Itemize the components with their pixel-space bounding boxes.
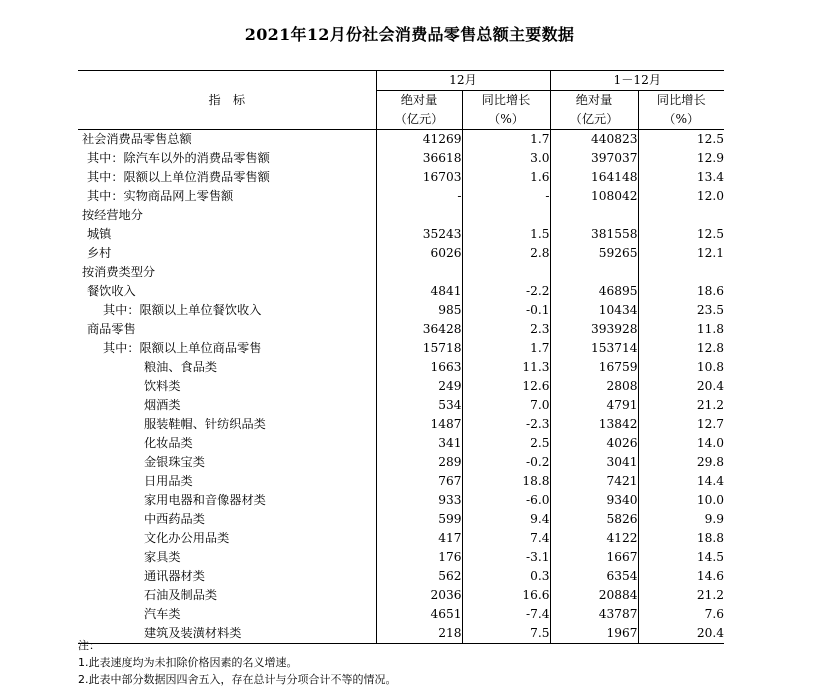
dec-growth-cell: 7.5 — [462, 624, 550, 644]
ytd-growth-cell: 29.8 — [638, 453, 724, 472]
dec-abs-cell: 341 — [376, 434, 462, 453]
table-row — [78, 206, 724, 225]
ytd-growth-cell: 12.7 — [638, 415, 724, 434]
table-row — [78, 225, 724, 244]
note-2: 2.此表中部分数据因四舍五入，存在总计与分项合计不等的情况。 — [78, 673, 397, 686]
dec-growth-cell: 7.0 — [462, 396, 550, 415]
dec-growth-cell: 1.6 — [462, 168, 550, 187]
dec-growth-cell: -6.0 — [462, 491, 550, 510]
table-row — [78, 567, 724, 586]
dec-abs-cell: 35243 — [376, 225, 462, 244]
dec-abs-cell: 534 — [376, 396, 462, 415]
dec-growth-cell: 2.5 — [462, 434, 550, 453]
table-row — [78, 263, 724, 282]
dec-abs-cell: 985 — [376, 301, 462, 320]
ytd-growth-cell: 18.8 — [638, 529, 724, 548]
ytd-abs-cell: 6354 — [550, 567, 638, 586]
ytd-abs-cell — [550, 263, 638, 282]
row-label: 按消费类型分 — [82, 265, 156, 279]
dec-abs-cell: 249 — [376, 377, 462, 396]
dec-abs-cell — [376, 263, 462, 282]
dec-abs-cell — [376, 206, 462, 225]
table-row — [78, 320, 724, 339]
group-header-december: 12月 — [376, 71, 550, 91]
table-row — [78, 415, 724, 434]
dec-growth-cell — [462, 206, 550, 225]
ytd-growth-cell: 9.9 — [638, 510, 724, 529]
dec-abs-cell: 1487 — [376, 415, 462, 434]
ytd-growth-cell: 14.4 — [638, 472, 724, 491]
row-label: 化妆品类 — [144, 436, 193, 450]
ytd-growth-header: 同比增长 — [638, 91, 724, 111]
dec-abs-cell: 2036 — [376, 586, 462, 605]
dec-growth-cell: 7.4 — [462, 529, 550, 548]
ytd-growth-cell: 12.9 — [638, 149, 724, 168]
ytd-abs-cell: 5826 — [550, 510, 638, 529]
ytd-growth-cell: 18.6 — [638, 282, 724, 301]
dec-growth-cell: -0.2 — [462, 453, 550, 472]
table-row — [78, 168, 724, 187]
ytd-abs-cell: 59265 — [550, 244, 638, 263]
ytd-abs-cell: 7421 — [550, 472, 638, 491]
dec-abs-cell: 1663 — [376, 358, 462, 377]
dec-abs-unit: （亿元） — [376, 110, 462, 130]
table-row — [78, 529, 724, 548]
row-label: 金银珠宝类 — [144, 455, 205, 469]
dec-abs-cell: 417 — [376, 529, 462, 548]
row-label: 中西药品类 — [144, 512, 205, 526]
ytd-abs-cell: 1967 — [550, 624, 638, 644]
ytd-abs-cell: 46895 — [550, 282, 638, 301]
dec-growth-cell: 11.3 — [462, 358, 550, 377]
row-label: 日用品类 — [144, 474, 193, 488]
dec-growth-cell: -0.1 — [462, 301, 550, 320]
data-table — [78, 70, 724, 644]
ytd-growth-cell: 20.4 — [638, 624, 724, 644]
dec-growth-cell: 0.3 — [462, 567, 550, 586]
row-label: 其中：限额以上单位餐饮收入 — [103, 303, 262, 317]
row-label: 其中：限额以上单位商品零售 — [103, 341, 262, 355]
row-label: 城镇 — [87, 227, 112, 241]
table-row — [78, 377, 724, 396]
dec-abs-cell: 36618 — [376, 149, 462, 168]
ytd-abs-cell: 440823 — [550, 130, 638, 150]
dec-growth-unit: （%） — [462, 110, 550, 130]
dec-growth-header: 同比增长 — [462, 91, 550, 111]
table-row — [78, 434, 724, 453]
dec-abs-cell: 767 — [376, 472, 462, 491]
table-body — [78, 130, 724, 644]
table-row — [78, 472, 724, 491]
ytd-abs-cell: 381558 — [550, 225, 638, 244]
dec-growth-cell: -7.4 — [462, 605, 550, 624]
ytd-growth-cell: 12.5 — [638, 225, 724, 244]
ytd-growth-cell: 12.1 — [638, 244, 724, 263]
ytd-growth-cell: 14.6 — [638, 567, 724, 586]
ytd-abs-cell: 43787 — [550, 605, 638, 624]
dec-abs-cell: 599 — [376, 510, 462, 529]
table-row — [78, 510, 724, 529]
dec-abs-cell: 218 — [376, 624, 462, 644]
ytd-abs-cell: 3041 — [550, 453, 638, 472]
row-label: 其中：限额以上单位消费品零售额 — [87, 170, 270, 184]
dec-abs-cell: 41269 — [376, 130, 462, 150]
table-header — [78, 71, 724, 130]
table-row — [78, 187, 724, 206]
dec-abs-cell: 289 — [376, 453, 462, 472]
ytd-abs-cell: 108042 — [550, 187, 638, 206]
dec-growth-cell: 1.5 — [462, 225, 550, 244]
row-label: 其中：除汽车以外的消费品零售额 — [87, 151, 270, 165]
note-1: 1.此表速度均为未扣除价格因素的名义增速。 — [78, 656, 298, 669]
ytd-abs-cell: 13842 — [550, 415, 638, 434]
row-label: 汽车类 — [144, 607, 181, 621]
footnotes — [78, 637, 397, 688]
ytd-growth-cell: 10.0 — [638, 491, 724, 510]
dec-growth-cell: -2.3 — [462, 415, 550, 434]
row-label: 石油及制品类 — [144, 588, 218, 602]
ytd-abs-cell: 20884 — [550, 586, 638, 605]
dec-abs-cell: 36428 — [376, 320, 462, 339]
dec-growth-cell: 12.6 — [462, 377, 550, 396]
ytd-growth-cell: 23.5 — [638, 301, 724, 320]
ytd-growth-cell: 12.8 — [638, 339, 724, 358]
ytd-growth-cell: 12.5 — [638, 130, 724, 150]
table-row — [78, 605, 724, 624]
ytd-abs-cell — [550, 206, 638, 225]
ytd-abs-unit: （亿元） — [550, 110, 638, 130]
indicator-header: 指 标 — [78, 71, 376, 130]
row-label: 文化办公用品类 — [144, 531, 230, 545]
table-row — [78, 339, 724, 358]
row-label: 服装鞋帽、针纺织品类 — [144, 417, 266, 431]
table-row — [78, 130, 724, 150]
table-row — [78, 358, 724, 377]
row-label: 商品零售 — [87, 322, 136, 336]
table-row — [78, 244, 724, 263]
table-row — [78, 396, 724, 415]
table-row — [78, 491, 724, 510]
dec-abs-cell: 16703 — [376, 168, 462, 187]
ytd-abs-cell: 153714 — [550, 339, 638, 358]
row-label: 按经营地分 — [82, 208, 143, 222]
row-label: 社会消费品零售总额 — [82, 132, 192, 146]
row-label: 家具类 — [144, 550, 181, 564]
dec-growth-cell: - — [462, 187, 550, 206]
ytd-growth-cell: 7.6 — [638, 605, 724, 624]
page-title: 2021年12月份社会消费品零售总额主要数据 — [244, 25, 575, 44]
dec-growth-cell: 9.4 — [462, 510, 550, 529]
ytd-growth-cell: 11.8 — [638, 320, 724, 339]
notes-label: 注： — [78, 639, 100, 652]
row-label: 粮油、食品类 — [144, 360, 218, 374]
dec-abs-cell: 176 — [376, 548, 462, 567]
ytd-abs-cell: 397037 — [550, 149, 638, 168]
ytd-growth-cell: 21.2 — [638, 586, 724, 605]
dec-growth-cell — [462, 263, 550, 282]
dec-abs-cell: - — [376, 187, 462, 206]
ytd-abs-header: 绝对量 — [550, 91, 638, 111]
dec-growth-cell: 18.8 — [462, 472, 550, 491]
dec-growth-cell: 2.8 — [462, 244, 550, 263]
ytd-growth-cell — [638, 263, 724, 282]
table-row — [78, 282, 724, 301]
row-label: 通讯器材类 — [144, 569, 205, 583]
dec-growth-cell: 3.0 — [462, 149, 550, 168]
table-row — [78, 301, 724, 320]
dec-growth-cell: 2.3 — [462, 320, 550, 339]
ytd-growth-cell: 13.4 — [638, 168, 724, 187]
row-label: 餐饮收入 — [87, 284, 136, 298]
ytd-abs-cell: 4791 — [550, 396, 638, 415]
ytd-abs-cell: 164148 — [550, 168, 638, 187]
ytd-growth-cell: 14.0 — [638, 434, 724, 453]
row-label: 饮料类 — [144, 379, 181, 393]
dec-growth-cell: 16.6 — [462, 586, 550, 605]
table-row — [78, 548, 724, 567]
dec-growth-cell: -2.2 — [462, 282, 550, 301]
dec-growth-cell: 1.7 — [462, 339, 550, 358]
row-label: 烟酒类 — [144, 398, 181, 412]
ytd-abs-cell: 10434 — [550, 301, 638, 320]
row-label: 建筑及装潢材料类 — [78, 624, 376, 644]
row-label: 家用电器和音像器材类 — [144, 493, 266, 507]
ytd-abs-cell: 393928 — [550, 320, 638, 339]
ytd-abs-cell: 4122 — [550, 529, 638, 548]
dec-abs-cell: 933 — [376, 491, 462, 510]
dec-abs-cell: 4841 — [376, 282, 462, 301]
table-row — [78, 149, 724, 168]
table-row — [78, 586, 724, 605]
dec-abs-cell: 562 — [376, 567, 462, 586]
dec-abs-cell: 4651 — [376, 605, 462, 624]
ytd-growth-cell — [638, 206, 724, 225]
ytd-growth-cell: 12.0 — [638, 187, 724, 206]
dec-growth-cell: 1.7 — [462, 130, 550, 150]
dec-growth-cell: -3.1 — [462, 548, 550, 567]
group-header-ytd: 1－12月 — [550, 71, 724, 91]
dec-abs-cell: 6026 — [376, 244, 462, 263]
table-row — [78, 453, 724, 472]
ytd-growth-cell: 14.5 — [638, 548, 724, 567]
ytd-growth-cell: 21.2 — [638, 396, 724, 415]
ytd-abs-cell: 16759 — [550, 358, 638, 377]
dec-abs-header: 绝对量 — [376, 91, 462, 111]
row-label: 乡村 — [87, 246, 112, 260]
ytd-growth-unit: （%） — [638, 110, 724, 130]
ytd-growth-cell: 20.4 — [638, 377, 724, 396]
ytd-abs-cell: 2808 — [550, 377, 638, 396]
ytd-growth-cell: 10.8 — [638, 358, 724, 377]
ytd-abs-cell: 4026 — [550, 434, 638, 453]
ytd-abs-cell: 1667 — [550, 548, 638, 567]
dec-abs-cell: 15718 — [376, 339, 462, 358]
ytd-abs-cell: 9340 — [550, 491, 638, 510]
row-label: 其中：实物商品网上零售额 — [87, 189, 234, 203]
